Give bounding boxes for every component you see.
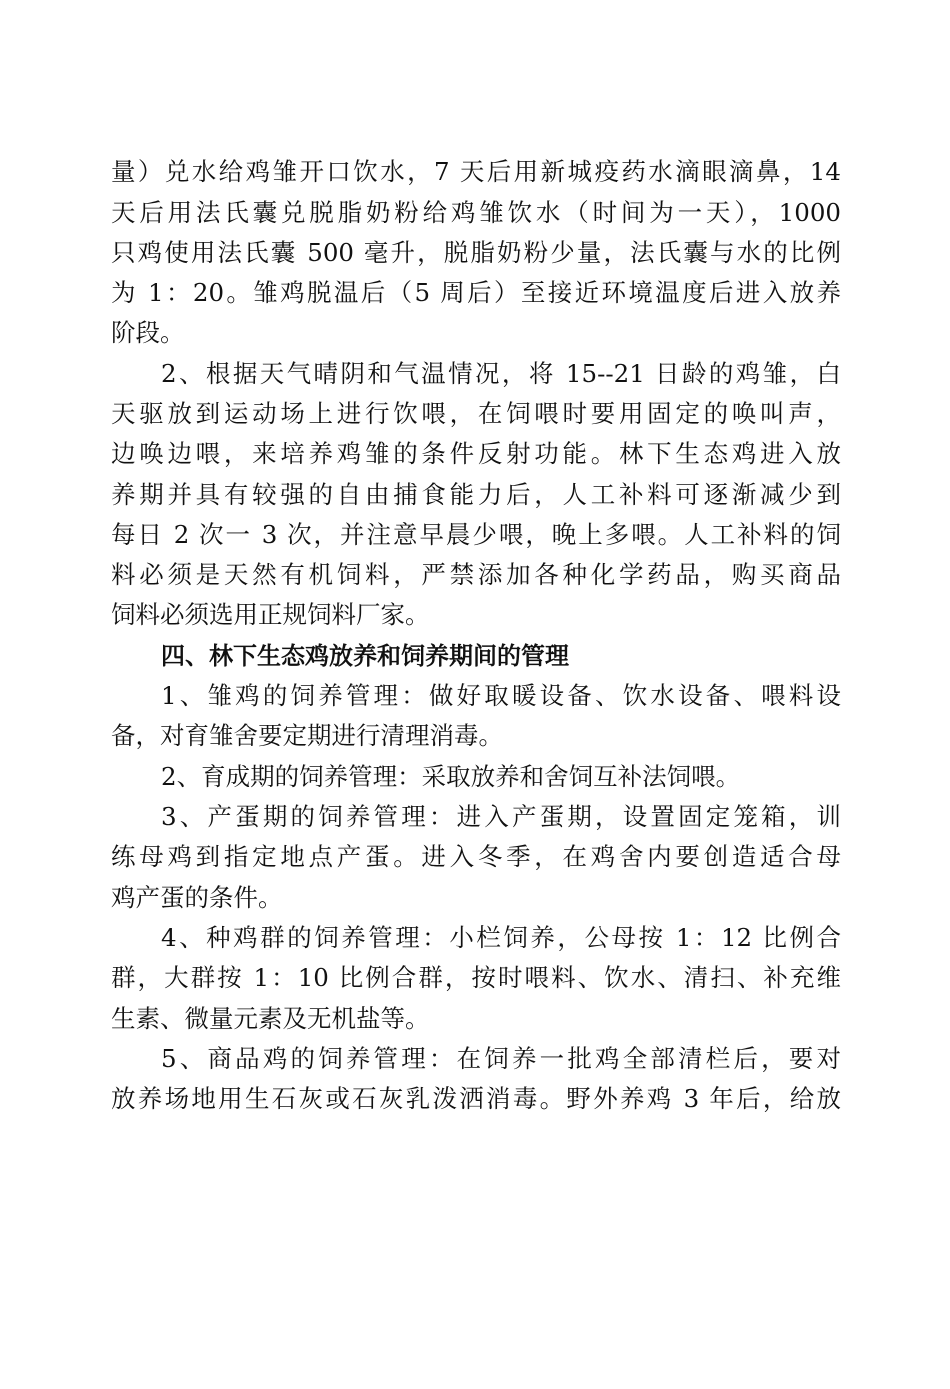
paragraph-first-line: 2、育成期的饲养管理：采取放养和舍饲互补法饲喂。: [161, 762, 741, 791]
text-line: 养期并具有较强的自由捕食能力后，人工补料可逐渐减少到: [111, 480, 841, 509]
text-line: 量）兑水给鸡雏开口饮水，7 天后用新城疫药水滴眼滴鼻，14: [111, 157, 841, 186]
paragraph-first-line: 3、产蛋期的饲养管理：进入产蛋期，设置固定笼箱，训: [161, 802, 841, 831]
text-line: 阶段。: [111, 318, 185, 347]
paragraph-first-line: 4、种鸡群的饲养管理：小栏饲养，公母按 1：12 比例合: [161, 923, 841, 952]
text-line: 料必须是天然有机饲料，严禁添加各种化学药品，购买商品: [111, 560, 841, 589]
text-line: 天后用法氏囊兑脱脂奶粉给鸡雏饮水（时间为一天），1000: [111, 198, 841, 227]
text-line: 备，对育雏舍要定期进行清理消毒。: [111, 721, 503, 750]
text-line: 天驱放到运动场上进行饮喂，在饲喂时要用固定的唤叫声，: [111, 399, 841, 428]
paragraph-first-line: 2、根据天气晴阴和气温情况，将 15--21 日龄的鸡雏，白: [161, 359, 841, 388]
section-heading: 四、林下生态鸡放养和饲养期间的管理: [161, 642, 569, 670]
text-line: 放养场地用生石灰或石灰乳泼洒消毒。野外养鸡 3 年后，给放: [111, 1084, 841, 1113]
paragraph-first-line: 1、雏鸡的饲养管理：做好取暖设备、饮水设备、喂料设: [161, 681, 841, 710]
text-line: 鸡产蛋的条件。: [111, 883, 283, 912]
paragraph-first-line: 5、商品鸡的饲养管理：在饲养一批鸡全部清栏后，要对: [161, 1044, 841, 1073]
text-line: 练母鸡到指定地点产蛋。进入冬季，在鸡舍内要创造适合母: [111, 842, 841, 871]
text-line: 饲料必须选用正规饲料厂家。: [111, 600, 430, 629]
text-line: 只鸡使用法氏囊 500 毫升，脱脂奶粉少量，法氏囊与水的比例: [111, 238, 841, 267]
text-line: 为 1：20。雏鸡脱温后（5 周后）至接近环境温度后进入放养: [111, 278, 841, 307]
text-line: 生素、微量元素及无机盐等。: [111, 1004, 430, 1033]
text-line: 群，大群按 1：10 比例合群，按时喂料、饮水、清扫、补充维: [111, 963, 841, 992]
text-line: 每日 2 次一 3 次，并注意早晨少喂，晚上多喂。人工补料的饲: [111, 520, 841, 549]
text-line: 边唤边喂，来培养鸡雏的条件反射功能。林下生态鸡进入放: [111, 439, 841, 468]
